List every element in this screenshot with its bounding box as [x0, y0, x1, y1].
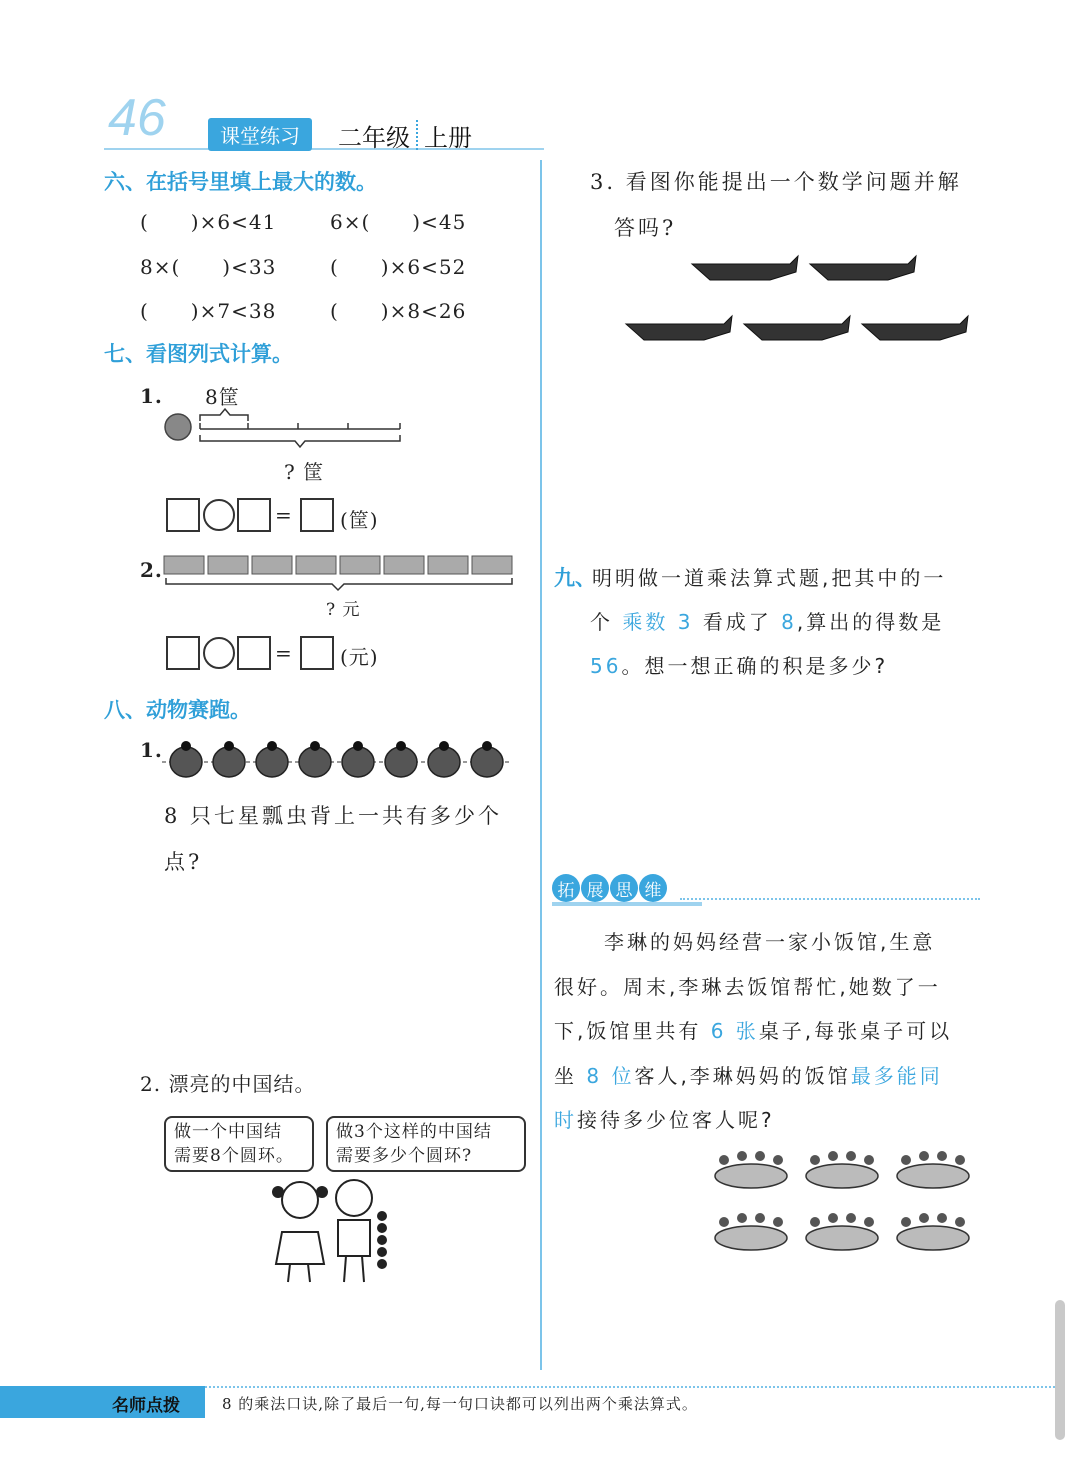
s7-q2-num: 2.: [140, 558, 163, 582]
bubble-right-line1: 做3个这样的中国结: [336, 1122, 492, 1142]
ext-line5-a: 时: [554, 1108, 577, 1132]
s7-q1-operator-circle[interactable]: [203, 499, 235, 531]
s6-row1-right: 6×( )<45: [330, 210, 467, 234]
s9-line2-c: 看成了: [702, 610, 772, 634]
s7-q1-box-3[interactable]: [300, 498, 334, 532]
ext-line4-a: 坐: [554, 1064, 577, 1088]
extension-underline: [552, 902, 702, 906]
ext-line3-tables: 6 张: [710, 1019, 759, 1043]
section9-number: 九、: [554, 566, 596, 590]
airplanes-illustration: [620, 250, 970, 360]
footer-tab: 名师点拨: [0, 1386, 205, 1418]
ladybugs-illustration: [162, 738, 512, 782]
s8-q1-text-line2: 点?: [164, 850, 203, 874]
s7-q2-box-3[interactable]: [300, 636, 334, 670]
footer-bar: [0, 1386, 1079, 1418]
speech-bubble-left: [164, 1116, 314, 1172]
s6-row1-left: ( )×6<41: [140, 210, 277, 234]
s9-line3-result: 56: [590, 654, 622, 678]
s7-q1-num: 1.: [140, 384, 163, 408]
section7-title: 七、看图列式计算。: [104, 342, 293, 366]
s9-line3-b: 。想一想正确的积是多少?: [621, 654, 889, 678]
s7-q1-top-label: 8筐: [205, 385, 240, 409]
s9-line2-multiplier: 乘数 3: [622, 610, 694, 634]
ext-char-1: 拓: [552, 874, 580, 902]
s8-q1-text-line1: 8 只七星瓢虫背上一共有多少个: [164, 804, 503, 828]
s9-line2-wrong-digit: 8: [781, 610, 797, 634]
header-volume: 上册: [424, 124, 472, 152]
bubble-right-line2: 需要多少个圆环?: [336, 1146, 473, 1166]
ext-line4-d: 最多能同: [850, 1064, 943, 1088]
children-illustration: [262, 1172, 412, 1286]
header-divider: [416, 120, 418, 150]
ext-line1: 李琳的妈妈经营一家小饭馆,生意: [604, 930, 936, 954]
ext-line5: [554, 1104, 775, 1133]
s8-q2-title: 2. 漂亮的中国结。: [140, 1072, 316, 1096]
ext-line5-b: 接待多少位客人呢?: [577, 1108, 775, 1132]
s7-q1-box-1[interactable]: [166, 498, 200, 532]
ext-line3-a: 下,饭馆里共有: [554, 1019, 702, 1043]
column-divider: [540, 160, 542, 1370]
ext-line3-c: 桌子,每张桌子可以: [758, 1019, 953, 1043]
q3-line1: 3. 看图你能提出一个数学问题并解: [590, 170, 962, 194]
ext-line2: 很好。周末,李琳去饭馆帮忙,她数了一: [554, 975, 941, 999]
banknotes-diagram: [162, 554, 518, 594]
header-underline: [104, 148, 544, 150]
s7-q2-bottom-label: ? 元: [326, 600, 361, 620]
section6-title: 六、在括号里填上最大的数。: [104, 170, 377, 194]
q3-line2: 答吗?: [614, 216, 677, 240]
s7-q2-equals: =: [275, 641, 293, 665]
s6-row3-left: ( )×7<38: [140, 299, 277, 323]
s7-q2-unit: (元): [340, 645, 379, 669]
ext-line4: [554, 1060, 943, 1089]
s7-q1-unit: (筐): [340, 508, 379, 532]
basket-diagram: [160, 405, 410, 455]
extension-tab: [552, 872, 668, 904]
speech-bubble-right: [326, 1116, 526, 1172]
ext-char-4: 维: [639, 874, 667, 902]
ext-char-3: 思: [610, 874, 638, 902]
header-tab: 课堂练习: [208, 118, 312, 151]
s7-q1-equals: =: [275, 503, 293, 527]
footer-tip: 8 的乘法口诀,除了最后一句,每一句口诀都可以列出两个乘法算式。: [222, 1395, 698, 1413]
ext-char-2: 展: [581, 874, 609, 902]
s9-line1: 明明做一道乘法算式题,把其中的一: [592, 566, 947, 590]
page-number: 46: [108, 89, 166, 147]
s9-line2: [590, 606, 944, 635]
header-grade: 二年级: [338, 124, 410, 152]
ext-line3: [554, 1015, 952, 1044]
restaurant-tables-illustration: [706, 1146, 980, 1272]
footer-dotted-line: [205, 1386, 1055, 1388]
extension-dotted-line: [680, 898, 980, 900]
s9-line2-a: 个: [590, 610, 613, 634]
bubble-left-line2: 需要8个圆环。: [174, 1146, 294, 1166]
ext-line4-c: 客人,李琳妈妈的饭馆: [634, 1064, 851, 1088]
s8-q1-num: 1.: [140, 738, 163, 762]
scrollbar-thumb[interactable]: [1055, 1300, 1065, 1440]
section8-title: 八、动物赛跑。: [104, 698, 251, 722]
s7-q2-operator-circle[interactable]: [203, 637, 235, 669]
s9-line2-e: ,算出的得数是: [796, 610, 945, 634]
s7-q1-box-2[interactable]: [237, 498, 271, 532]
s6-row3-right: ( )×8<26: [330, 299, 467, 323]
s6-row2-right: ( )×6<52: [330, 255, 467, 279]
s6-row2-left: 8×( )<33: [140, 255, 277, 279]
s9-line3: [590, 650, 888, 679]
s7-q1-bottom-label: ? 筐: [284, 460, 325, 484]
s7-q2-box-1[interactable]: [166, 636, 200, 670]
s7-q2-box-2[interactable]: [237, 636, 271, 670]
bubble-left-line1: 做一个中国结: [174, 1122, 282, 1142]
ext-line4-seats: 8 位: [586, 1064, 635, 1088]
